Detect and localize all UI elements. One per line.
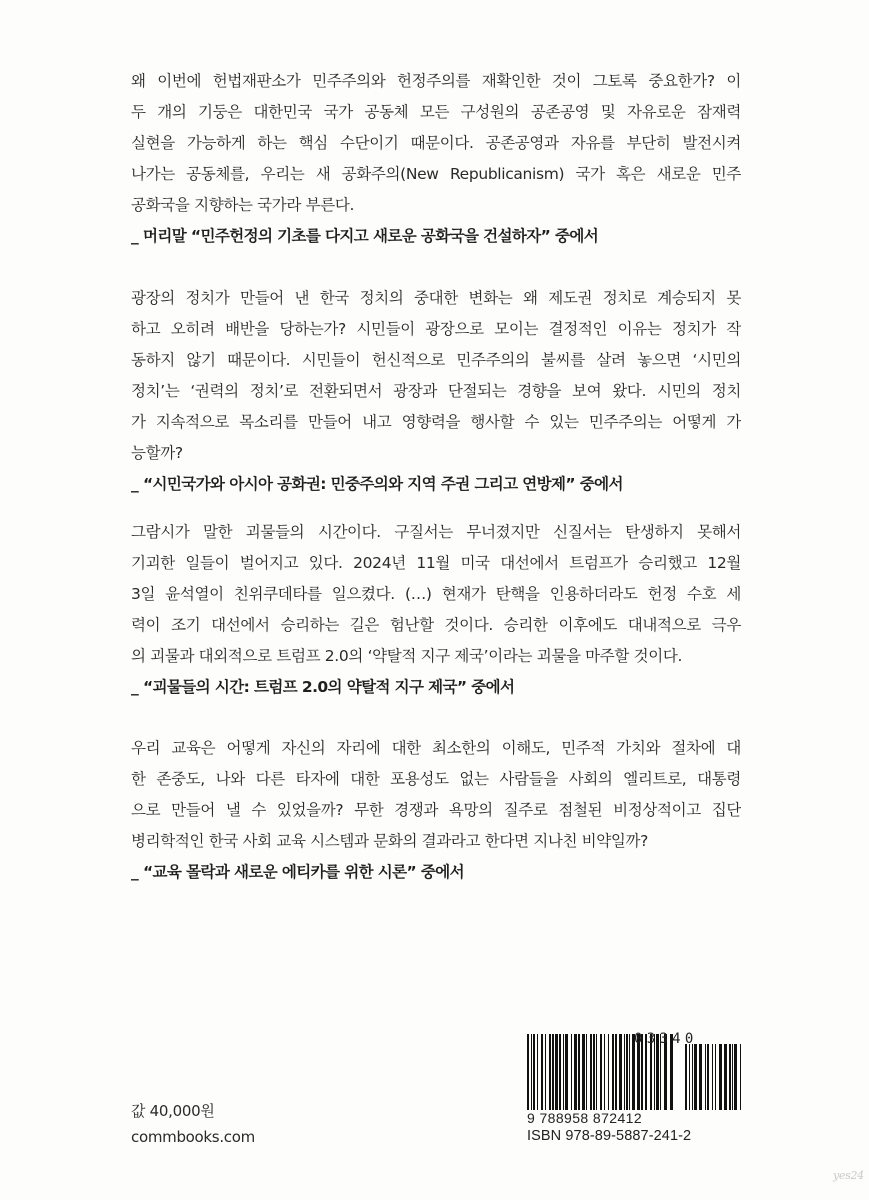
excerpt-line: 왜 이번에 헌법재판소가 민주주의와 헌정주의를 재확인한 것이 그토록 중요한가? 이 [131, 72, 741, 90]
excerpt-line: 우리 교육은 어떻게 자신의 자리에 대한 최소한의 이해도, 민주적 가치와 절차에 대 [131, 739, 741, 757]
excerpt-line: 동하지 않기 때문이다. 시민들이 헌신적으로 민주주의의 불씨를 살려 놓으면 ‘시민의 [131, 351, 741, 369]
excerpt-line: 실현을 가능하게 하는 핵심 수단이기 때문이다. 공존공영과 자유를 부단히 발전시켜 [131, 134, 741, 152]
excerpt-line: 하고 오히려 배반을 당하는가? 시민들이 광장으로 모이는 결정적인 이유는 정치가 작 [131, 320, 741, 338]
excerpt-2 [131, 283, 741, 500]
excerpt-source: _ “시민국가와 아시아 공화권: 민중주의와 지역 주권 그리고 연방제” 중에서 [131, 475, 623, 493]
isbn-number: ISBN 978-89-5887-241-2 [527, 1128, 692, 1144]
excerpt-line: 정치’는 ‘권력의 정치’로 전환되면서 광장과 단절되는 경향을 보여 왔다. 시민의 정치 [131, 382, 741, 400]
excerpt-source: _ 머리말 “민주헌정의 기초를 다지고 새로운 공화국을 건설하자” 중에서 [131, 227, 599, 245]
excerpt-line: 기괴한 일들이 벌어지고 있다. 2024년 11월 미국 대선에서 트럼프가 승리했고 12월 [131, 554, 741, 572]
price-label: 값 40,000원 [131, 1102, 215, 1120]
excerpt-line: 그람시가 말한 괴물들의 시간이다. 구질서는 무너졌지만 신질서는 탄생하지 못해서 [131, 523, 741, 541]
excerpt-3 [131, 517, 741, 703]
excerpt-line: 가 지속적으로 목소리를 만들어 내고 영향력을 행사할 수 있는 민주주의는 어떻게 가 [131, 413, 741, 431]
excerpt-line: 력이 조기 대선에서 승리하는 길은 험난할 것이다. 승리한 이후에도 대내적으로 극우 [131, 616, 741, 634]
excerpt-1 [131, 66, 741, 252]
price-block [131, 1098, 255, 1150]
excerpt-line: 병리학적인 한국 사회 교육 시스템과 문화의 결과라고 한다면 지나친 비약일까? [131, 832, 649, 850]
excerpt-line: 두 개의 기둥은 대한민국 국가 공동체 모든 구성원의 공존공영 및 자유로운 잠재력 [131, 103, 741, 121]
excerpt-line: 한 존중도, 나와 다른 타자에 대한 포용성도 없는 사람들을 사회의 엘리트로, 대통령 [131, 770, 741, 788]
watermark-logo: yes24 [833, 1169, 864, 1182]
excerpt-line: 공화국을 지향하는 국가라 부른다. [131, 196, 355, 214]
barcode-addon-digits: 03340 [634, 1031, 698, 1047]
excerpt-line: 으로 만들어 낼 수 있었을까? 무한 경쟁과 욕망의 질주로 점철된 비정상적이고 집단 [131, 801, 741, 819]
excerpt-line: 나가는 공동체를, 우리는 새 공화주의(New Republicanism) 국가 혹은 새로운 민주 [131, 165, 741, 183]
excerpt-line: 능할까? [131, 444, 183, 462]
publisher-website: commbooks.com [131, 1128, 255, 1146]
excerpt-source: _ “괴물들의 시간: 트럼프 2.0의 약탈적 지구 제국” 중에서 [131, 678, 515, 696]
excerpt-line: 광장의 정치가 만들어 낸 한국 정치의 중대한 변화는 왜 제도권 정치로 계승되지 못 [131, 289, 741, 307]
excerpt-line: 의 괴물과 대외적으로 트럼프 2.0의 ‘약탈적 지구 제국’이라는 괴물을 마주할 것이다. [131, 647, 683, 665]
excerpt-line: 3일 윤석열이 친위쿠데타를 일으켰다. (…) 현재가 탄핵을 인용하더라도 헌정 수호 세 [131, 585, 741, 603]
excerpt-4 [131, 733, 741, 888]
barcode-digits: 9 788958 872412 [527, 1110, 642, 1126]
excerpt-source: _ “교육 몰락과 새로운 에티카를 위한 시론” 중에서 [131, 863, 464, 881]
